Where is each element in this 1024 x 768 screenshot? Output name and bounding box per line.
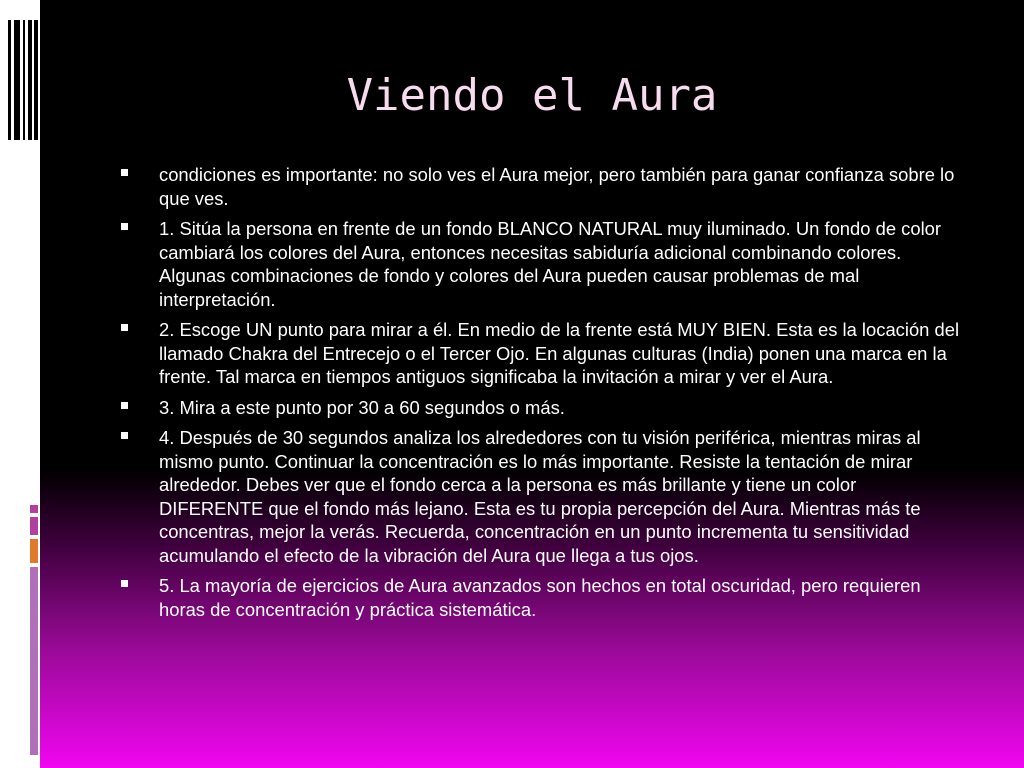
bullet-text: 3. Mira a este punto por 30 a 60 segundos o más. <box>159 396 565 418</box>
list-item <box>120 574 965 621</box>
accent-segment <box>30 505 38 513</box>
bullet-text: 2. Escoge UN punto para mirar a él. En medio de la frente está MUY BIEN. Esta es la locación del llamado Chakra del Entrecejo o el Tercer Ojo. En algunas culturas (India) ponen una marca en la frente. Tal marca en tiempos antiguos significaba la invitación a mirar y ver el Aura. <box>159 319 960 387</box>
accent-segment <box>30 517 38 535</box>
bullet-square-icon <box>121 223 128 230</box>
accent-segment <box>30 539 38 563</box>
list-item <box>120 163 965 210</box>
accent-segment <box>30 567 38 755</box>
bullet-list <box>120 163 965 628</box>
stripe <box>14 20 20 140</box>
list-item <box>120 318 965 389</box>
sidebar-decoration <box>0 0 40 768</box>
bullet-square-icon <box>121 402 128 409</box>
bullet-text: 5. La mayoría de ejercicios de Aura avanzados son hechos en total oscuridad, pero requieren horas de concentración y práctica sistemática. <box>159 575 921 620</box>
list-item <box>120 426 965 567</box>
stripe <box>8 20 11 140</box>
bullet-text: condiciones es importante: no solo ves el Aura mejor, pero también para ganar confianza sobre lo que ves. <box>159 164 955 209</box>
list-item <box>120 217 965 311</box>
list-item <box>120 396 965 420</box>
stripe <box>23 20 25 140</box>
decorative-stripes-top <box>8 20 38 140</box>
slide-title: Viendo el Aura <box>346 70 718 121</box>
bullet-text: 1. Sitúa la persona en frente de un fondo BLANCO NATURAL muy iluminado. Un fondo de color cambiará los colores del Aura, entonces necesitas sabiduría adicional combinando colores. Algunas combinaciones de fondo y colores del Aura pueden causar problemas de mal interpretación. <box>159 218 942 310</box>
bullet-square-icon <box>121 169 128 176</box>
bullet-square-icon <box>121 324 128 331</box>
bullet-text: 4. Después de 30 segundos analiza los alrededores con tu visión periférica, mientras miras al mismo punto. Continuar la concentración es lo más importante. Resiste la tentación de mirar alrededor. Debes ver que el fondo cerca a la persona es más brillante y tiene un color DIFERENTE que el fondo más lejano. Esta es tu propia percepción del Aura. Mientras más te concentras, mejor la verás. Recuerda, concentración en un punto incrementa tu sensitividad acumulando el efecto de la vibración del Aura que llega a tus ojos. <box>159 427 921 566</box>
stripe <box>28 20 32 140</box>
bullet-square-icon <box>121 432 128 439</box>
stripe <box>34 20 38 140</box>
bullet-square-icon <box>121 580 128 587</box>
decorative-stripes-bottom <box>30 505 40 765</box>
